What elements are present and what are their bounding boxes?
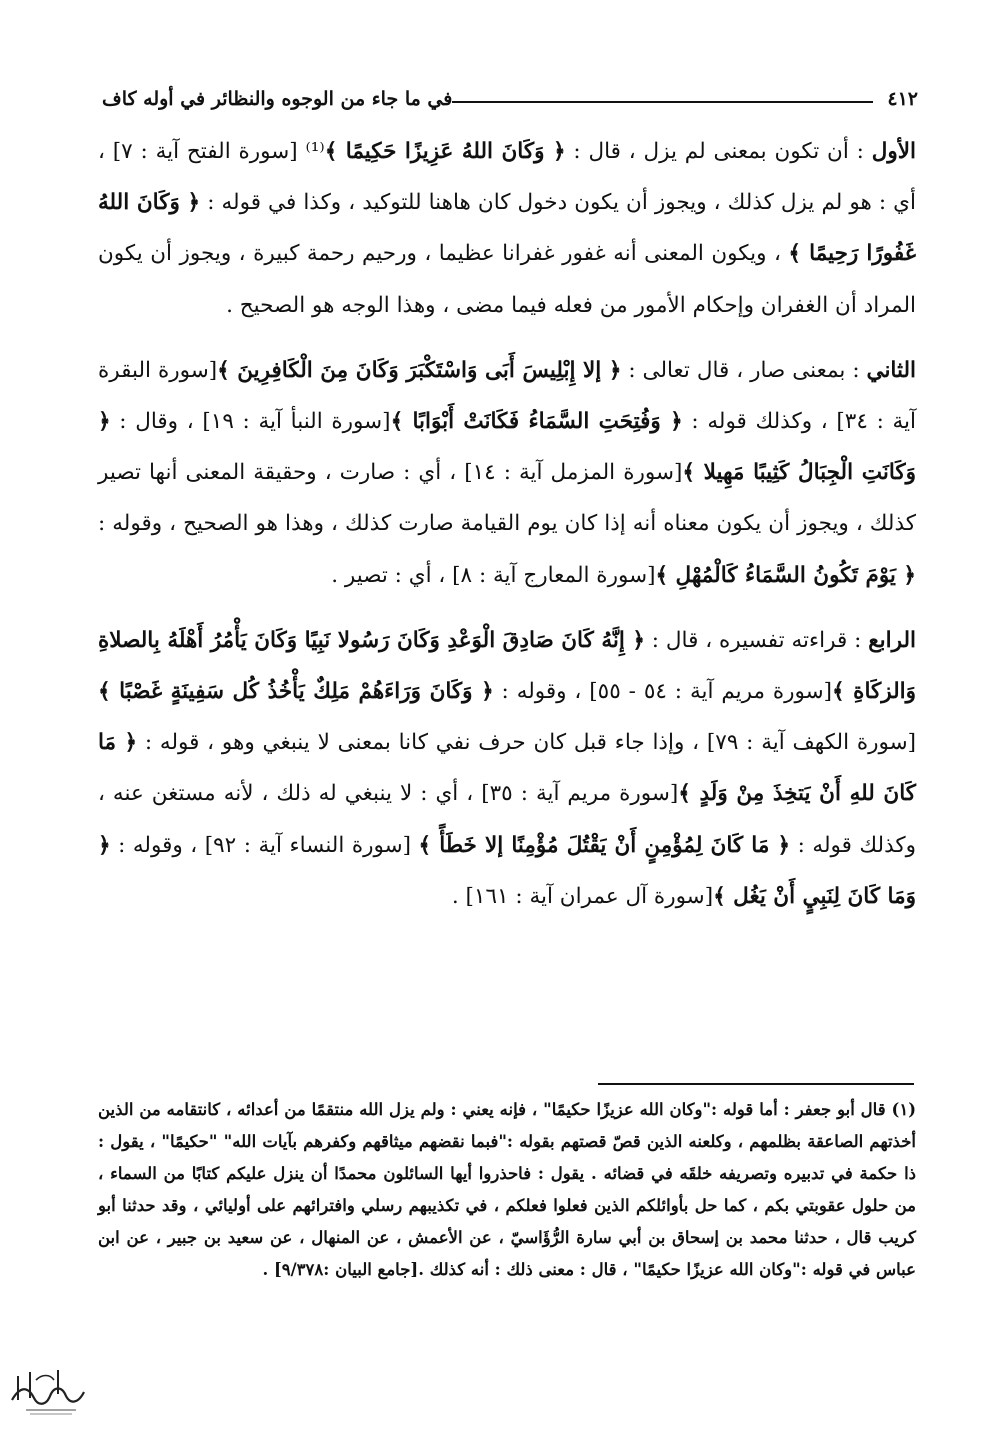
paragraph-lead: الرابع (868, 627, 916, 653)
page-number: ٤١٢ (887, 88, 918, 110)
quran-quote: ﴿ إِنَّهُ كَانَ صَادِقَ الْوَعْدِ وَكَانَ رَسُولا نَبِيًا وَكَانَ يَأْمُرُ أَهْلَهُ بِالصلاةِ وَالزكَاةِ ﴾ (98, 627, 917, 705)
quran-quote: ﴿ وَكَانَ وَرَاءَهُمْ مَلِكٌ يَأْخُذُ كُل سَفِينَةٍ غَصْبًا ﴾ (98, 679, 494, 705)
quran-quote: ﴿ مَا كَانَ لِمُؤْمِنٍ أَنْ يَقْتُلَ مُؤْمِنًا إلا خَطَأً ﴾ (418, 832, 791, 858)
text-run: [سورة مريم آية : ٥٤ - ٥٥] ، وقوله : (493, 679, 833, 705)
text-run: [سورة الكهف آية : ٧٩] ، وإذا جاء قبل كان حرف نفي كانا بمعنى لا ينبغي وهو ، قوله : (137, 730, 916, 756)
page-header (88, 82, 918, 116)
text-run: : قراءته تفسيره ، قال : (644, 627, 862, 653)
text-run: : أن تكون بمعنى لم يزل ، قال : (565, 139, 864, 164)
quran-quote: ﴿ وَمَا كَانَ لِنَبِيٍ أَنْ يَغُل ﴾ (98, 832, 916, 909)
text-run: [سورة البقرة آية : ٣٤] ، وكذلك قوله : (98, 357, 917, 435)
quran-quote: ﴿ وَفُتِحَتِ السَّمَاءُ فَكَانَتْ أَبْوَابًا ﴾ (390, 409, 683, 435)
text-run: [سورة مريم آية : ٣٥] ، أي : لا ينبغي له ذلك ، لأنه مستغن عنه ، وكذلك قوله : (98, 781, 916, 858)
paragraph-lead: الأول (871, 139, 916, 164)
running-title: في ما جاء من الوجوه والنظائر في أوله كاف (102, 88, 453, 110)
quran-quote: ﴿ إلا إِبْلِيسَ أَبَى وَاسْتَكْبَرَ وَكَانَ مِنَ الْكَافِرِينَ ﴾ (217, 357, 622, 383)
text-run: [سورة المعارج آية : ٨] ، أي : تصير . (331, 562, 656, 588)
header-rule (452, 101, 873, 103)
footnote (98, 1094, 916, 1286)
text-run: : بمعنى صار ، قال تعالى : (621, 357, 860, 383)
text-run: [سورة المزمل آية : ١٤] ، أي : صارت ، وحقيقة المعنى أنها تصير كذلك ، ويجوز أن يكون معناه أنه إذا كان يوم القيامة صارت كذلك ، وهذا هو الصحيح ، وقوله : (98, 460, 917, 537)
quran-quote: ﴿ مَا كَانَ للهِ أَنْ يَتخِذَ مِنْ وَلَدٍ ﴾ (98, 730, 917, 807)
text-run: [سورة النبأ آية : ١٩] ، وقال : (110, 409, 391, 435)
text-run: [سورة النساء آية : ٩٢] ، وقوله : (110, 832, 419, 858)
quran-quote: ﴿ وَكَانَ اللهُ غَفُورًا رَحِيمًا ﴾ (98, 190, 916, 267)
text-run: ⁽¹⁾ [سورة الفتح آية : ٧] ، أي : هو لم يزل كذلك ، ويجوز أن يكون دخول كان هاهنا للتوكيد ، وكذا في قوله : (98, 139, 916, 216)
paragraph-lead: الثاني (866, 357, 916, 383)
footnote-rule (598, 1083, 914, 1085)
main-text (98, 126, 916, 922)
text-run: [سورة آل عمران آية : ١٦١] . (451, 883, 714, 909)
quran-quote: ﴿ يَوْمَ تَكُونُ السَّمَاءُ كَالْمُهْلِ ﴾ (655, 562, 916, 588)
quran-quote: ﴿ وَكَانَتِ الْجِبَالُ كَثِيبًا مَهِيلا ﴾ (98, 409, 917, 486)
paragraph-first (98, 126, 916, 331)
text-run: ، ويكون المعنى أنه غفور غفرانا عظيما ، ورحيم رحمة كبيرة ، ويجوز أن يكون المراد أن الغفران وإحكام الأمور من فعله فيما مضى ، وهذا الوجه هو الصحيح . (98, 241, 916, 318)
paragraph-fourth (98, 615, 916, 922)
quran-quote: ﴿ وَكَانَ اللهُ عَزِيزًا حَكِيمًا ﴾ (324, 139, 566, 164)
paragraph-second (98, 345, 916, 601)
footnote-text: (١) قال أبو جعفر : أما قوله :"وكان الله عزيزًا حكيمًا" ، فإنه يعني : ولم يزل الله منتقمًا من أعدائه ، كانتقامه من الذين أخذتهم الصاعقة بظلمهم ، وكلعنه الذين قصّ قصتهم بقوله :"فبما نقضهم ميثاقهم وكفرهم بآيات الله" "حكيمًا" ، يقول : ذا حكمة في تدبيره وتصريفه خلقَه في قضائه . يقول : فاحذروا أيها السائلون محمدًا أن ينزل عليكم كتابًا من السماء ، من حلول عقوبتي بكم ، كما حل بأوائلكم الذين فعلوا فعلكم ، في تكذيبهم رسلي وافترائهم على أوليائي ، وقد حدثنا أبو كريب قال ، حدثنا محمد بن إسحاق بن أبي سارة الرُّؤَاسيّ ، عن الأعمش ، عن المنهال ، عن سعيد بن جبير ، عن ابن عباس في قوله :"وكان الله عزيزًا حكيمًا" ، قال : معنى ذلك : أنه كذلك .[جامع البيان :٩/٣٧٨] . (98, 1100, 916, 1279)
